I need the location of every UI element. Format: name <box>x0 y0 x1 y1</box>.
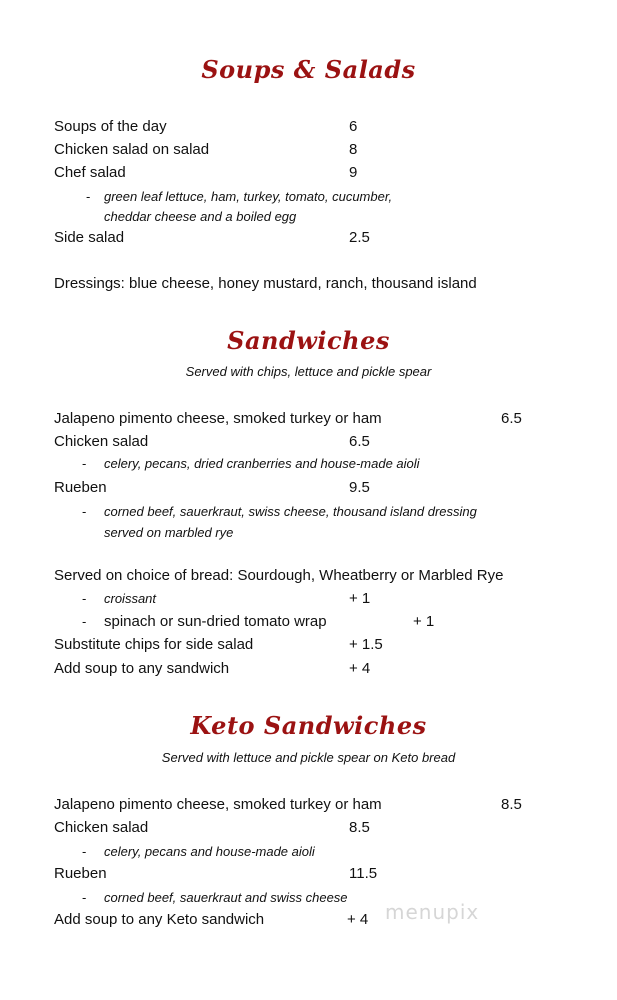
item-description: served on marbled rye <box>104 525 234 540</box>
bullet-dash: - <box>82 456 87 471</box>
dressings-line: Dressings: blue cheese, honey mustard, ranch, thousand island <box>54 275 477 292</box>
menu-item-price: 8 <box>349 141 358 158</box>
bullet-dash: - <box>82 591 87 606</box>
bullet-dash: - <box>82 504 87 519</box>
menu-item-price: 6.5 <box>501 410 522 427</box>
menu-item-name: Jalapeno pimento cheese, smoked turkey or ham <box>54 796 382 813</box>
menu-item-name: Chef salad <box>54 164 126 181</box>
menu-item-name: Substitute chips for side salad <box>54 636 254 653</box>
bullet-dash: - <box>82 614 87 629</box>
menu-item-price: 8.5 <box>501 796 522 813</box>
menu-item-name: Add soup to any sandwich <box>54 660 230 677</box>
item-description: celery, pecans, dried cranberries and house-made aioli <box>104 456 420 471</box>
option-name: croissant <box>104 591 157 606</box>
keto-sandwiches-heading: Keto Sandwiches <box>190 711 427 740</box>
bullet-dash: - <box>82 844 87 859</box>
menu-item-price: + 4 <box>349 660 371 677</box>
menu-item-price: 6 <box>349 118 358 135</box>
menu-item-price: 6.5 <box>349 433 370 450</box>
menu-item-name: Rueben <box>54 865 107 882</box>
bullet-dash: - <box>86 189 91 204</box>
item-description: cheddar cheese and a boiled egg <box>104 209 297 224</box>
item-description: corned beef, sauerkraut and swiss cheese <box>104 890 348 905</box>
menu-item-name: Chicken salad <box>54 819 149 836</box>
menu-item-price: 9 <box>349 164 358 181</box>
item-description: corned beef, sauerkraut, swiss cheese, thousand island dressing <box>104 504 477 519</box>
menu-item-name: Add soup to any Keto sandwich <box>54 911 265 928</box>
bullet-dash: - <box>82 890 87 905</box>
item-description: green leaf lettuce, ham, turkey, tomato, cucumber, <box>104 189 393 204</box>
keto-subtitle: Served with lettuce and pickle spear on Keto bread <box>161 750 456 765</box>
menu-item-name: Chicken salad on salad <box>54 141 210 158</box>
menu-item-name: Rueben <box>54 479 107 496</box>
menu-item-price: + 1.5 <box>349 636 383 653</box>
bread-choice-line: Served on choice of bread: Sourdough, Wheatberry or Marbled Rye <box>54 567 504 584</box>
option-price: + 1 <box>349 590 371 607</box>
option-price: + 1 <box>413 613 435 630</box>
item-description: celery, pecans and house-made aioli <box>104 844 315 859</box>
sandwiches-subtitle: Served with chips, lettuce and pickle spear <box>185 364 432 379</box>
menu-item-price: 11.5 <box>349 865 378 882</box>
menu-item-name: Jalapeno pimento cheese, smoked turkey or ham <box>54 410 382 427</box>
menu-item-name: Chicken salad <box>54 433 149 450</box>
menu-item-price: 8.5 <box>349 819 370 836</box>
option-name: spinach or sun-dried tomato wrap <box>104 613 327 630</box>
menu-item-price: + 4 <box>347 911 369 928</box>
menu-item-price: 2.5 <box>349 229 370 246</box>
menu-item-name: Side salad <box>54 229 125 246</box>
soups-salads-heading: Soups & Salads <box>201 55 416 84</box>
menu-item-name: Soups of the day <box>54 118 167 135</box>
menu-item-price: 9.5 <box>349 479 370 496</box>
watermark: menupix <box>385 900 480 924</box>
sandwiches-heading: Sandwiches <box>227 326 390 355</box>
